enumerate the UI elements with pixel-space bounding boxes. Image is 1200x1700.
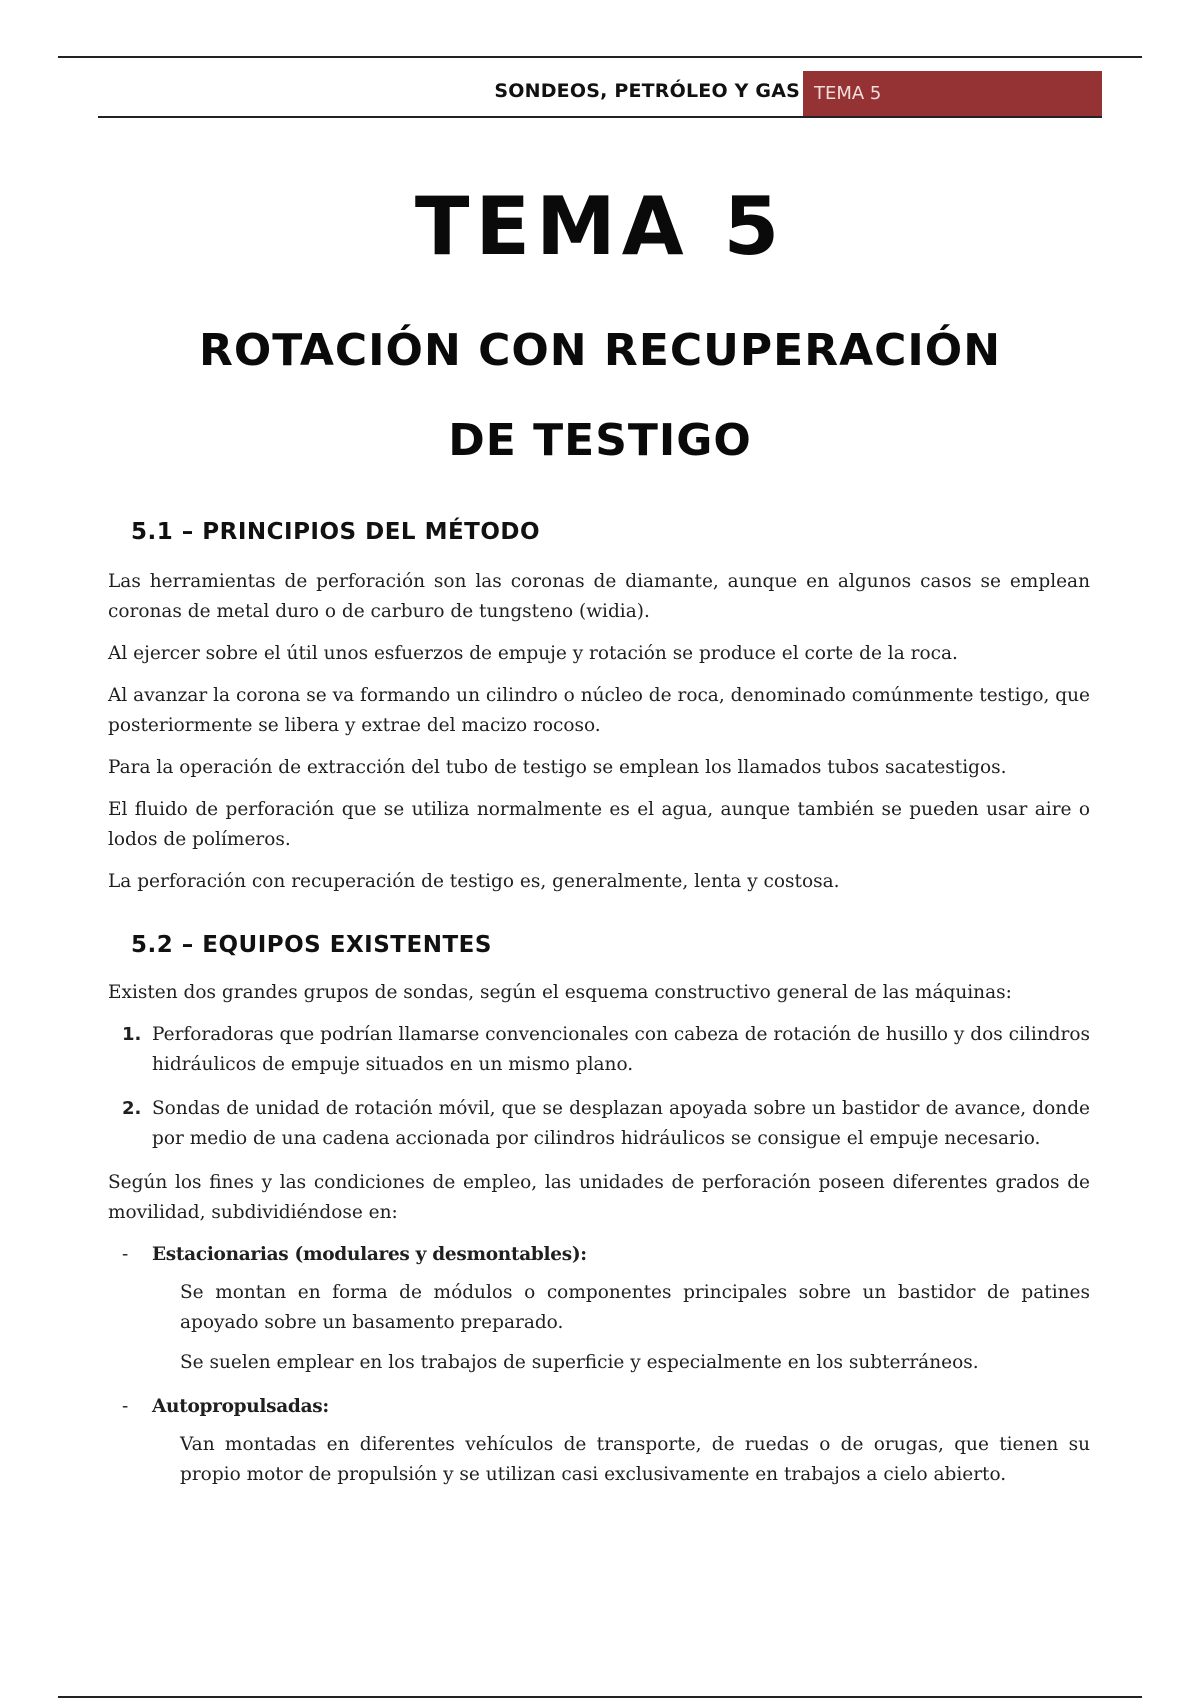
paragraph: Van montadas en diferentes vehículos de transporte, de ruedas o de orugas, que tienen su propio motor de propulsión y se utilizan casi exclusivamente en trabajos a cielo abierto. — [180, 1434, 1090, 1485]
paragraph: Para la operación de extracción del tubo de testigo se emplean los llamados tubos sacatestigos. — [108, 757, 1007, 778]
list-item-label: Autopropulsadas: — [152, 1396, 329, 1417]
running-header — [98, 70, 1102, 118]
list-item — [108, 1094, 1090, 1154]
paragraph: Al ejercer sobre el útil unos esfuerzos de empuje y rotación se produce el corte de la roca. — [108, 643, 958, 664]
chapter-subtitle-line-1: ROTACIÓN CON RECUPERACIÓN — [198, 325, 1002, 376]
list-item — [108, 1240, 1090, 1378]
chapter-subtitle-line-2: DE TESTIGO — [448, 415, 752, 466]
paragraph: Se suelen emplear en los trabajos de superficie y especialmente en los subterráneos. — [180, 1352, 979, 1373]
section-body-equipos — [108, 978, 1090, 1504]
numbered-list — [108, 1020, 1090, 1154]
list-number: 1. — [122, 1024, 142, 1045]
list-item-text: Sondas de unidad de rotación móvil, que se desplazan apoyada sobre un bastidor de avance, donde por medio de una cadena accionada por cilindros hidráulicos se consigue el empuje necesario. — [152, 1098, 1090, 1149]
dash-list — [108, 1240, 1090, 1490]
header-tag: TEMA 5 — [803, 71, 1102, 116]
paragraph: La perforación con recuperación de testigo es, generalmente, lenta y costosa. — [108, 871, 840, 892]
paragraph: Según los fines y las condiciones de empleo, las unidades de perforación poseen diferentes grados de movilidad, subdividiéndose en: — [108, 1172, 1090, 1223]
list-number: 2. — [122, 1098, 142, 1119]
top-rule — [58, 56, 1142, 58]
chapter-title: TEMA 5 — [414, 180, 786, 273]
section-body-principios — [108, 567, 1090, 909]
paragraph: Se montan en forma de módulos o componentes principales sobre un bastidor de patines apoyado sobre un basamento preparado. — [180, 1282, 1090, 1333]
paragraph: El fluido de perforación que se utiliza normalmente es el agua, aunque también se pueden usar aire o lodos de polímeros. — [108, 799, 1090, 850]
list-dash: - — [122, 1396, 129, 1417]
header-subject: SONDEOS, PETRÓLEO Y GAS — [494, 80, 800, 102]
list-item — [108, 1392, 1090, 1490]
list-item-body — [152, 1430, 1090, 1490]
list-item-body — [152, 1278, 1090, 1378]
paragraph: Las herramientas de perforación son las coronas de diamante, aunque en algunos casos se emplean coronas de metal duro o de carburo de tungsteno (widia). — [108, 571, 1090, 622]
list-item — [108, 1020, 1090, 1080]
list-item-text: Perforadoras que podrían llamarse convencionales con cabeza de rotación de husillo y dos cilindros hidráulicos de empuje situados en un mismo plano. — [152, 1024, 1090, 1075]
section-heading-equipos: 5.2 – EQUIPOS EXISTENTES — [131, 932, 492, 958]
paragraph: Existen dos grandes grupos de sondas, según el esquema constructivo general de las máquinas: — [108, 982, 1012, 1003]
paragraph: Al avanzar la corona se va formando un cilindro o núcleo de roca, denominado comúnmente testigo, que posteriormente se libera y extrae del macizo rocoso. — [108, 685, 1090, 736]
section-heading-principios: 5.1 – PRINCIPIOS DEL MÉTODO — [131, 519, 541, 545]
list-dash: - — [122, 1244, 129, 1265]
bottom-rule — [58, 1696, 1142, 1698]
list-item-label: Estacionarias (modulares y desmontables): — [152, 1244, 587, 1265]
